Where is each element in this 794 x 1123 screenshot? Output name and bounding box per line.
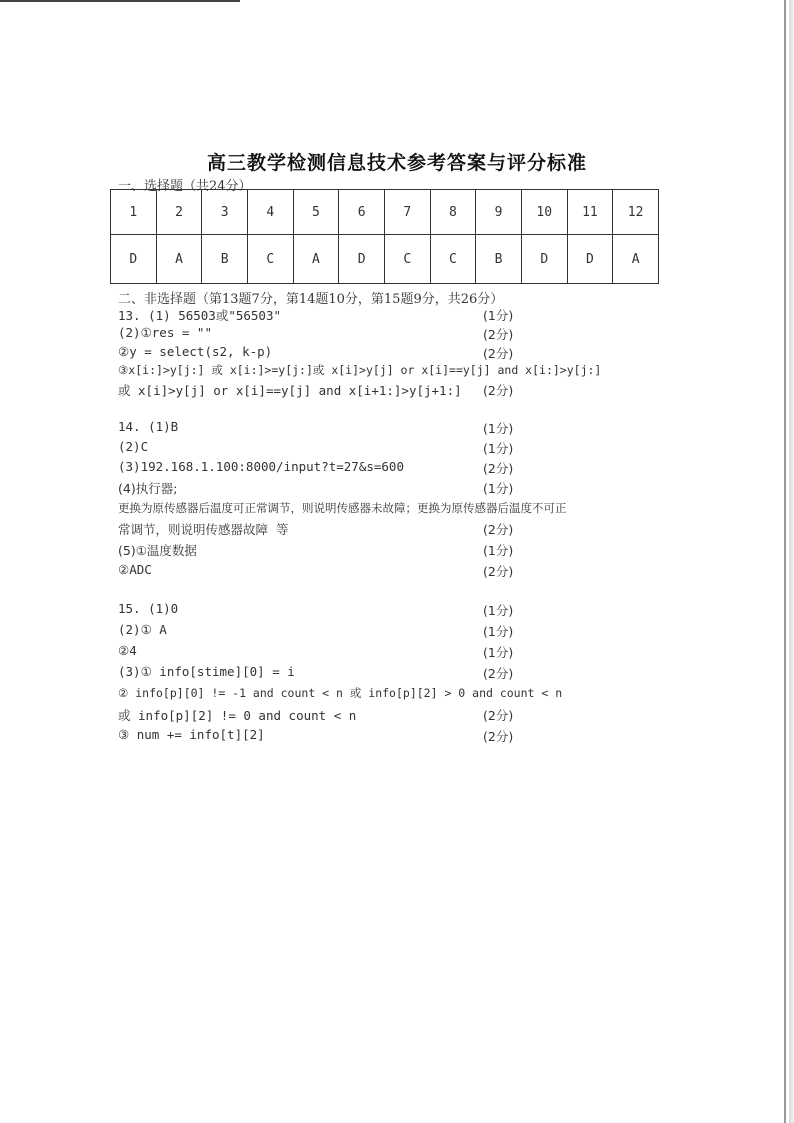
answer-line: (5)①温度数据 bbox=[118, 543, 197, 558]
section-heading-nonchoice: 二、非选择题（第13题7分，第14题10分，第15题9分，共26分） bbox=[118, 292, 504, 307]
question-number-cell: 9 bbox=[476, 190, 522, 235]
scan-top-line bbox=[0, 0, 240, 2]
score-label: (1分) bbox=[483, 543, 514, 558]
score-label: (2分) bbox=[483, 564, 514, 579]
answer-line: ②y = select(s2, k-p) bbox=[118, 344, 273, 359]
score-label: (1分) bbox=[483, 441, 514, 456]
question-number-cell: 7 bbox=[384, 190, 430, 235]
document-title: 高三教学检测信息技术参考答案与评分标准 bbox=[206, 152, 587, 174]
score-label: (1分) bbox=[483, 624, 514, 639]
score-label: (1分) bbox=[483, 603, 514, 618]
question-number-cell: 11 bbox=[567, 190, 613, 235]
score-label: (1分) bbox=[483, 645, 514, 660]
question-number-cell: 8 bbox=[430, 190, 476, 235]
question-number-cell: 12 bbox=[613, 190, 659, 235]
question-number-cell: 10 bbox=[521, 190, 567, 235]
answer-line: (4)执行器; bbox=[118, 481, 178, 496]
score-label: (2分) bbox=[483, 327, 514, 342]
answer-line: ③ num += info[t][2] bbox=[118, 727, 265, 742]
answer-cell: A bbox=[613, 235, 659, 284]
question-number-cell: 2 bbox=[156, 190, 202, 235]
score-label: (2分) bbox=[483, 729, 514, 744]
question-number-cell: 4 bbox=[247, 190, 293, 235]
answer-line: ② info[p][0] != -1 and count < n 或 info[p][2] > 0 and count < n bbox=[118, 686, 563, 700]
score-label: (2分) bbox=[483, 383, 514, 398]
score-label: (2分) bbox=[483, 461, 514, 476]
score-label: (1分) bbox=[483, 481, 514, 496]
answer-cell: C bbox=[430, 235, 476, 284]
answer-line: (3)① info[stime][0] = i bbox=[118, 664, 295, 679]
answer-cell: A bbox=[156, 235, 202, 284]
score-label: (2分) bbox=[483, 346, 514, 361]
question-number-row bbox=[111, 190, 659, 235]
answer-cell: D bbox=[339, 235, 385, 284]
answer-cell: C bbox=[384, 235, 430, 284]
score-label: (1分) bbox=[483, 421, 514, 436]
answer-table bbox=[110, 189, 659, 284]
score-label: (2分) bbox=[483, 708, 514, 723]
score-label: (2分) bbox=[483, 522, 514, 537]
score-label: (2分) bbox=[483, 666, 514, 681]
question-number-cell: 5 bbox=[293, 190, 339, 235]
answer-line: (2)①res = "" bbox=[118, 325, 212, 340]
score-label: (1分) bbox=[483, 308, 514, 323]
answer-cell: D bbox=[521, 235, 567, 284]
answer-cell: A bbox=[293, 235, 339, 284]
answer-line: 或 x[i]>y[j] or x[i]==y[j] and x[i+1:]>y[j+1:] bbox=[118, 383, 462, 398]
answer-line: 15. (1)0 bbox=[118, 601, 179, 616]
answer-cell: D bbox=[111, 235, 157, 284]
answer-line: (2)① A bbox=[118, 622, 167, 637]
answer-line: (2)C bbox=[118, 439, 149, 454]
answer-line: 14. (1)B bbox=[118, 419, 179, 434]
answer-line: 或 info[p][2] != 0 and count < n bbox=[118, 708, 357, 723]
answer-line: ②4 bbox=[118, 643, 137, 658]
answer-row bbox=[111, 235, 659, 284]
answer-cell: D bbox=[567, 235, 613, 284]
answer-cell: C bbox=[247, 235, 293, 284]
answer-line: 更换为原传感器后温度可正常调节，则说明传感器未故障；更换为原传感器后温度不可正 bbox=[118, 501, 567, 515]
answer-line: ③x[i:]>y[j:] 或 x[i:]>=y[j:]或 x[i]>y[j] or x[i]==y[j] and x[i:]>y[j:] bbox=[118, 363, 602, 377]
question-number-cell: 6 bbox=[339, 190, 385, 235]
answer-line: 常调节，则说明传感器故障 等 bbox=[118, 522, 289, 537]
answer-cell: B bbox=[202, 235, 248, 284]
answer-cell: B bbox=[476, 235, 522, 284]
answer-line: 13. (1) 56503或"56503" bbox=[118, 308, 282, 323]
answer-line: (3)192.168.1.100:8000/input?t=27&s=600 bbox=[118, 459, 404, 474]
answer-line: ②ADC bbox=[118, 562, 152, 577]
section-heading-choice: 一、选择题（共24分） bbox=[118, 179, 252, 194]
question-number-cell: 3 bbox=[202, 190, 248, 235]
question-number-cell: 1 bbox=[111, 190, 157, 235]
